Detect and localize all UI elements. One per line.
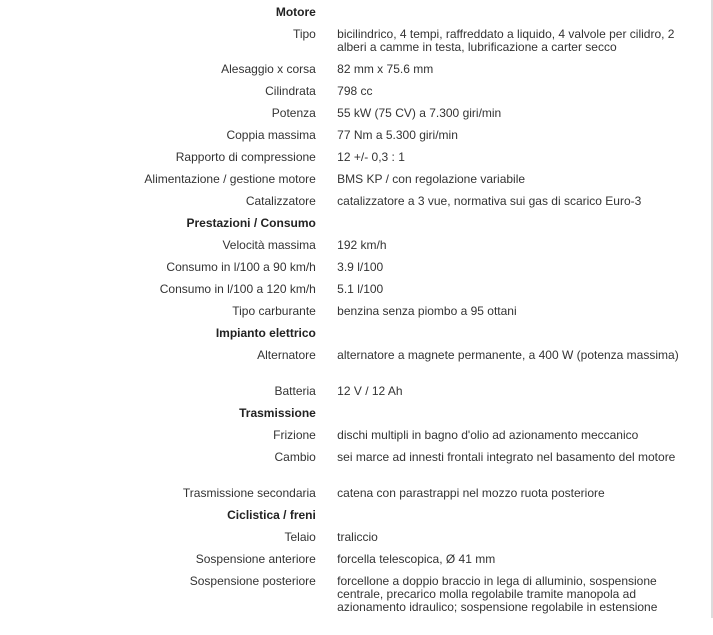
spec-table xyxy=(0,2,700,635)
spec-row xyxy=(0,483,700,505)
spec-row xyxy=(0,549,700,571)
spec-value: 12 +/- 0,3 : 1 xyxy=(337,150,405,164)
spec-value: alternatore a magnete permanente, a 400 W (potenza massima) xyxy=(337,348,679,362)
spec-label: Consumo in l/100 a 90 km/h xyxy=(166,260,316,274)
spec-label: Tipo carburante xyxy=(232,304,316,318)
spec-label: Trasmissione secondaria xyxy=(182,486,316,500)
section-header-prestazioni xyxy=(0,213,700,235)
spec-row xyxy=(0,571,700,635)
section-title: Prestazioni / Consumo xyxy=(186,216,316,230)
spec-row xyxy=(0,381,700,403)
spec-label: Sospensione anteriore xyxy=(195,552,316,566)
spec-label: Batteria xyxy=(274,384,316,398)
spec-label: Alesaggio x corsa xyxy=(221,62,316,76)
spec-row xyxy=(0,147,700,169)
spec-row xyxy=(0,257,700,279)
spec-row xyxy=(0,527,700,549)
section-header-impianto xyxy=(0,323,700,345)
section-header-trasmissione xyxy=(0,403,700,425)
spec-label: Alternatore xyxy=(257,348,316,362)
spec-value: catalizzatore a 3 vue, normativa sui gas di scarico Euro-3 xyxy=(337,194,642,208)
spec-row xyxy=(0,425,700,447)
spec-label: Tipo xyxy=(292,27,316,41)
spec-value: 798 cc xyxy=(337,84,373,98)
spec-value: dischi multipli in bagno d'olio ad azionamento meccanico xyxy=(337,428,639,442)
spec-label: Consumo in l/100 a 120 km/h xyxy=(159,282,316,296)
spec-value: traliccio xyxy=(337,530,378,544)
spec-value: 55 kW (75 CV) a 7.300 giri/min xyxy=(337,106,502,120)
spec-row xyxy=(0,24,700,59)
spec-row xyxy=(0,81,700,103)
section-title: Trasmissione xyxy=(239,406,316,420)
spec-row xyxy=(0,125,700,147)
spec-value: catena con parastrappi nel mozzo ruota posteriore xyxy=(337,486,605,500)
spec-row xyxy=(0,235,700,257)
spec-row xyxy=(0,169,700,191)
spec-value: 12 V / 12 Ah xyxy=(337,384,403,398)
spec-row xyxy=(0,345,700,381)
section-header-ciclistica xyxy=(0,505,700,527)
section-title: Ciclistica / freni xyxy=(227,508,316,522)
spec-label: Cambio xyxy=(274,450,316,464)
spec-label: Sospensione posteriore xyxy=(189,574,316,588)
spec-value: 3.9 l/100 xyxy=(337,260,384,274)
spec-label: Cilindrata xyxy=(265,84,316,98)
spec-label: Velocità massima xyxy=(222,238,316,252)
spec-label: Alimentazione / gestione motore xyxy=(144,172,316,186)
spec-value: BMS KP / con regolazione variabile xyxy=(337,172,526,186)
section-header-motore xyxy=(0,2,700,24)
section-title: Impianto elettrico xyxy=(215,326,316,340)
section-title: Motore xyxy=(275,5,316,19)
spec-label: Coppia massima xyxy=(226,128,316,142)
spec-value: bicilindrico, 4 tempi, raffreddato a liquido, 4 valvole per cilidro, 2 alberi a camme in testa, lubrificazione a carter secco xyxy=(337,27,675,54)
spec-value: 5.1 l/100 xyxy=(337,282,384,296)
spec-label: Catalizzatore xyxy=(245,194,316,208)
spec-value: 192 km/h xyxy=(337,238,387,252)
spec-row xyxy=(0,103,700,125)
spec-value: forcella telescopica, Ø 41 mm xyxy=(337,552,496,566)
spec-row xyxy=(0,447,700,483)
spec-value: 77 Nm a 5.300 giri/min xyxy=(337,128,458,142)
spec-value: sei marce ad innesti frontali integrato nel basamento del motore xyxy=(337,450,676,464)
spec-label: Telaio xyxy=(284,530,316,544)
spec-label: Rapporto di compressione xyxy=(175,150,316,164)
spec-row xyxy=(0,279,700,301)
spec-row xyxy=(0,301,700,323)
spec-value: 82 mm x 75.6 mm xyxy=(337,62,434,76)
spec-value: benzina senza piombo a 95 ottani xyxy=(337,304,517,318)
spec-label: Frizione xyxy=(273,428,316,442)
spec-row xyxy=(0,59,700,81)
spec-value: forcellone a doppio braccio in lega di alluminio, sospensione centrale, precarico molla regolabile tramite manopola ad azionamento idraulico; sospensione regolabile in estensione xyxy=(337,574,658,614)
spec-row xyxy=(0,191,700,213)
spec-label: Potenza xyxy=(271,106,316,120)
